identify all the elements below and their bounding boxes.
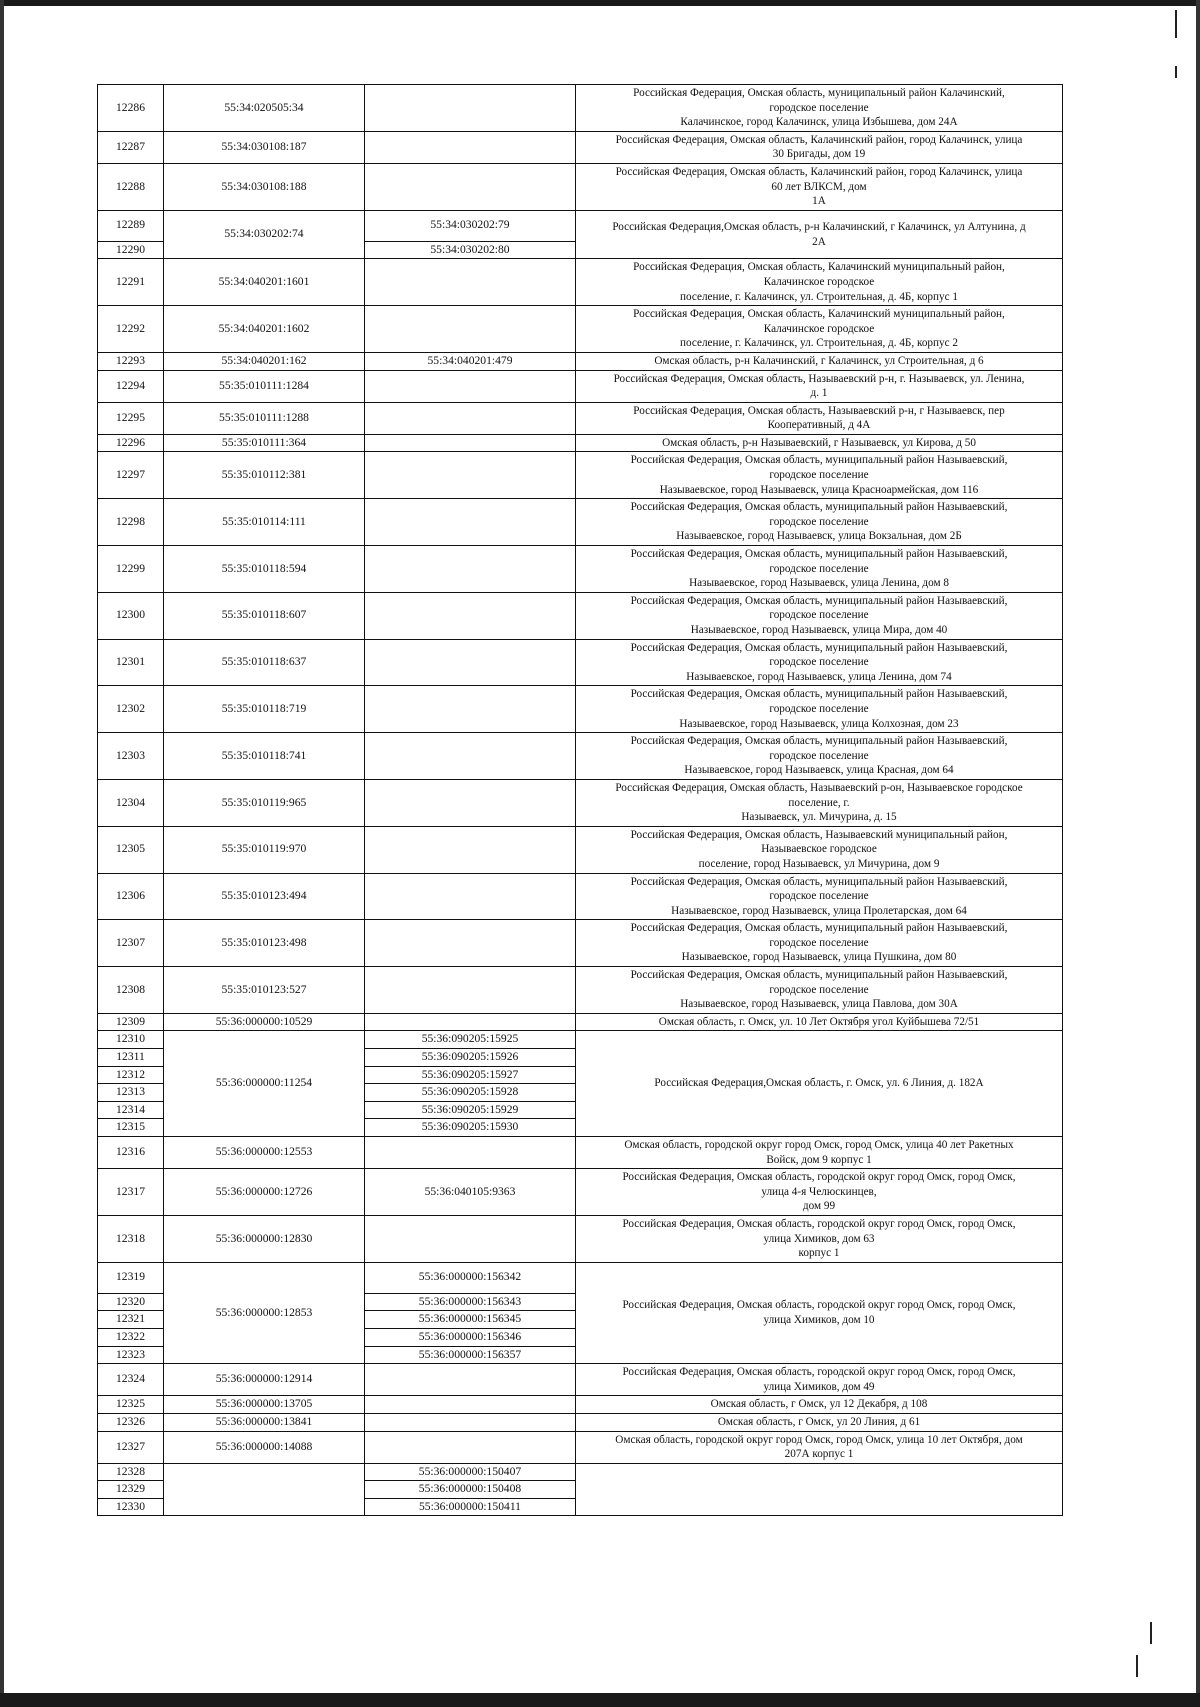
table-row — [98, 546, 1063, 593]
address-line: улица Химиков, дом 63 — [763, 1232, 875, 1245]
scan-edge-left — [0, 0, 4, 1707]
sub-cadastral-number — [365, 259, 576, 306]
table-row — [98, 452, 1063, 499]
address — [576, 352, 1063, 370]
address-line: поселение, г. Калачинск, ул. Строительная, д. 4Б, корпус 2 — [680, 337, 958, 350]
sub-cadastral-number: 55:36:090205:15925 — [365, 1031, 576, 1049]
row-number: 12315 — [98, 1119, 164, 1137]
registry-table — [97, 84, 1063, 1516]
sub-cadastral-number: 55:36:000000:150407 — [365, 1463, 576, 1481]
table-row — [98, 1431, 1063, 1463]
address-line: Кооперативный, д 4А — [767, 419, 871, 432]
sub-cadastral-number: 55:34:030202:79 — [365, 210, 576, 241]
table-row — [98, 1262, 1063, 1293]
table-row — [98, 131, 1063, 163]
address-line: Называевское, город Называевск, улица Ленина, дом 8 — [689, 577, 949, 590]
cadastral-number: 55:35:010112:381 — [164, 452, 365, 499]
cadastral-number: 55:35:010118:607 — [164, 592, 365, 639]
row-number: 12321 — [98, 1311, 164, 1329]
address-line: Называевское, город Называевск, улица Ленина, дом 74 — [686, 670, 952, 683]
table-row — [98, 402, 1063, 434]
address-line: Российская Федерация, Омская область, муниципальный район Называевский, — [630, 688, 1008, 701]
sub-cadastral-number — [365, 1396, 576, 1414]
sub-cadastral-number: 55:36:090205:15926 — [365, 1049, 576, 1067]
scan-mark — [1175, 10, 1177, 38]
address-line: Российская Федерация, Омская область, Называевский муниципальный район, — [630, 828, 1008, 841]
sub-cadastral-number — [365, 131, 576, 163]
table-row — [98, 85, 1063, 132]
cadastral-number: 55:36:000000:12914 — [164, 1364, 365, 1396]
row-number: 12300 — [98, 592, 164, 639]
table-row — [98, 639, 1063, 686]
address-line: улица Химиков, дом 49 — [763, 1380, 875, 1393]
table-row — [98, 370, 1063, 402]
address-line: городское поселение — [769, 936, 869, 949]
cadastral-number: 55:36:000000:11254 — [164, 1031, 365, 1137]
address-line: городское поселение — [769, 101, 869, 114]
sub-cadastral-number: 55:36:090205:15929 — [365, 1101, 576, 1119]
address-line: д. 1 — [810, 387, 828, 400]
row-number: 12313 — [98, 1084, 164, 1102]
sub-cadastral-number: 55:36:000000:150411 — [365, 1498, 576, 1516]
row-number: 12289 — [98, 210, 164, 241]
address — [576, 1031, 1063, 1137]
cadastral-number: 55:34:020505:34 — [164, 85, 365, 132]
row-number: 12296 — [98, 434, 164, 452]
sub-cadastral-number: 55:34:030202:80 — [365, 241, 576, 259]
sub-cadastral-number — [365, 85, 576, 132]
address-line: поселение, г. Калачинск, ул. Строительная, д. 4Б, корпус 1 — [680, 290, 958, 303]
address-line: Российская Федерация, Омская область, Калачинский муниципальный район, — [633, 308, 1005, 321]
sub-cadastral-number: 55:36:000000:156345 — [365, 1311, 576, 1329]
address — [576, 592, 1063, 639]
scan-mark — [1136, 1655, 1138, 1677]
row-number: 12309 — [98, 1013, 164, 1031]
address — [576, 434, 1063, 452]
address-line: Омская область, р-н Калачинский, г Калачинск, ул Строительная, д 6 — [654, 354, 984, 367]
address-line: Называевское, город Называевск, улица Колхозная, дом 23 — [679, 717, 959, 730]
sub-cadastral-number — [365, 546, 576, 593]
cadastral-number: 55:35:010119:965 — [164, 779, 365, 826]
address — [576, 306, 1063, 353]
table-row — [98, 733, 1063, 780]
address-line: 207А корпус 1 — [784, 1448, 854, 1461]
address-line: Называевское, город Называевск, улица Красноармейская, дом 116 — [659, 483, 979, 496]
row-number: 12319 — [98, 1262, 164, 1293]
cadastral-number: 55:36:000000:12830 — [164, 1215, 365, 1262]
row-number: 12307 — [98, 920, 164, 967]
address-line: городское поселение — [769, 469, 869, 482]
sub-cadastral-number — [365, 920, 576, 967]
address-line: Калачинское, город Калачинск, улица Избышева, дом 24А — [680, 116, 958, 129]
cadastral-number: 55:36:000000:14088 — [164, 1431, 365, 1463]
cadastral-number: 55:35:010123:494 — [164, 873, 365, 920]
row-number: 12305 — [98, 826, 164, 873]
sub-cadastral-number — [365, 499, 576, 546]
scan-mark — [1150, 1622, 1152, 1644]
row-number: 12310 — [98, 1031, 164, 1049]
scan-edge-bottom — [0, 1693, 1200, 1707]
address-line: Омская область, р-н Называевский, г Называевск, ул Кирова, д 50 — [662, 436, 976, 449]
address-line: городское поселение — [769, 702, 869, 715]
sub-cadastral-number — [365, 306, 576, 353]
address — [576, 873, 1063, 920]
cadastral-number: 55:36:000000:13705 — [164, 1396, 365, 1414]
address-line: Российская Федерация, Омская область, Называевский р-н, г Называевск, пер — [633, 404, 1005, 417]
address — [576, 163, 1063, 210]
address-line: Российская Федерация, Омская область, муниципальный район Называевский, — [630, 501, 1008, 514]
row-number: 12286 — [98, 85, 164, 132]
address — [576, 826, 1063, 873]
row-number: 12295 — [98, 402, 164, 434]
table-row — [98, 1413, 1063, 1431]
table-row — [98, 920, 1063, 967]
row-number: 12306 — [98, 873, 164, 920]
row-number: 12329 — [98, 1481, 164, 1499]
address-line: Называевское, город Называевск, улица Красная, дом 64 — [684, 764, 954, 777]
address-line: 30 Бригады, дом 19 — [772, 148, 866, 161]
row-number: 12322 — [98, 1328, 164, 1346]
sub-cadastral-number — [365, 873, 576, 920]
address-line: Российская Федерация, Омская область, Называевский р-н, г. Называевск, ул. Ленина, — [613, 372, 1025, 385]
row-number: 12314 — [98, 1101, 164, 1119]
address-line: Войск, дом 9 корпус 1 — [766, 1153, 872, 1166]
address-line: Российская Федерация, Омская область, муниципальный район Называевский, — [630, 641, 1008, 654]
address-line: Называевское, город Называевск, улица Мира, дом 40 — [690, 624, 948, 636]
sub-cadastral-number: 55:36:040105:9363 — [365, 1169, 576, 1216]
address-line: 60 лет ВЛКСМ, дом — [771, 180, 867, 193]
address-line: Называевское городское — [761, 843, 877, 856]
row-number: 12288 — [98, 163, 164, 210]
table-row — [98, 1137, 1063, 1169]
address — [576, 779, 1063, 826]
row-number: 12303 — [98, 733, 164, 780]
row-number: 12292 — [98, 306, 164, 353]
sub-cadastral-number — [365, 967, 576, 1014]
sub-cadastral-number: 55:36:090205:15928 — [365, 1084, 576, 1102]
address-line: Называевское, город Называевск, улица Вокзальная, дом 2Б — [676, 530, 962, 543]
address — [576, 259, 1063, 306]
address — [576, 1215, 1063, 1262]
address-line: улица Химиков, дом 10 — [763, 1313, 875, 1326]
address-line: Российская Федерация, Омская область, муниципальный район Называевский, — [630, 454, 1008, 467]
cadastral-number: 55:34:040201:1601 — [164, 259, 365, 306]
sub-cadastral-number — [365, 686, 576, 733]
table-row — [98, 779, 1063, 826]
cadastral-number: 55:35:010114:111 — [164, 499, 365, 546]
cadastral-number: 55:35:010118:637 — [164, 639, 365, 686]
sub-cadastral-number — [365, 779, 576, 826]
sub-cadastral-number — [365, 1215, 576, 1262]
address-line: городское поселение — [769, 562, 869, 575]
sub-cadastral-number — [365, 452, 576, 499]
sub-cadastral-number: 55:34:040201:479 — [365, 352, 576, 370]
address-line: поселение, город Называевск, ул Мичурина, дом 9 — [698, 857, 940, 870]
cadastral-number: 55:35:010118:594 — [164, 546, 365, 593]
address-line: Омская область, г Омск, ул 12 Декабря, д 108 — [710, 1398, 928, 1411]
sub-cadastral-number — [365, 1431, 576, 1463]
row-number: 12328 — [98, 1463, 164, 1481]
table-row — [98, 1169, 1063, 1216]
table-row — [98, 352, 1063, 370]
address-line: Российская Федерация,Омская область, г. Омск, ул. 6 Линия, д. 182А — [654, 1077, 984, 1090]
address-line: Российская Федерация, Омская область, городской округ город Омск, город Омск, — [622, 1299, 1016, 1312]
table-row — [98, 434, 1063, 452]
sub-cadastral-number — [365, 1364, 576, 1396]
address — [576, 1431, 1063, 1463]
address-line: Российская Федерация, Омская область, Калачинский муниципальный район, — [633, 261, 1005, 274]
address — [576, 1364, 1063, 1396]
address-line: Российская Федерация, Омская область, муниципальный район Называевский, — [630, 594, 1008, 607]
table-row — [98, 163, 1063, 210]
cadastral-number — [164, 1463, 365, 1516]
address-line: Российская Федерация, Омская область, муниципальный район Называевский, — [630, 548, 1008, 561]
address-line: городское поселение — [769, 609, 869, 622]
cadastral-number: 55:35:010119:970 — [164, 826, 365, 873]
row-number: 12317 — [98, 1169, 164, 1216]
address — [576, 546, 1063, 593]
cadastral-number: 55:35:010118:741 — [164, 733, 365, 780]
address — [576, 1262, 1063, 1363]
address — [576, 1013, 1063, 1031]
cadastral-number: 55:34:030108:187 — [164, 131, 365, 163]
table-row — [98, 259, 1063, 306]
sub-cadastral-number — [365, 733, 576, 780]
address-line: Российская Федерация, Омская область, Называевский р-он, Называевское городское — [615, 781, 1023, 794]
table-row — [98, 592, 1063, 639]
address-line: Называевское, город Называевск, улица Павлова, дом 30А — [680, 998, 958, 1011]
row-number: 12298 — [98, 499, 164, 546]
sub-cadastral-number: 55:36:000000:156343 — [365, 1293, 576, 1311]
address — [576, 920, 1063, 967]
address-line: Омская область, г. Омск, ул. 10 Лет Октября угол Куйбышева 72/51 — [658, 1015, 980, 1028]
address-line: поселение, г. — [788, 796, 850, 809]
address — [576, 1463, 1063, 1516]
address-line: Российская Федерация, Омская область, муниципальный район Называевский, — [630, 735, 1008, 748]
cadastral-number: 55:35:010111:1288 — [164, 402, 365, 434]
address-line: Российская Федерация, Омская область, муниципальный район Называевский, — [630, 922, 1008, 935]
row-number: 12301 — [98, 639, 164, 686]
sub-cadastral-number: 55:36:090205:15930 — [365, 1119, 576, 1137]
sub-cadastral-number — [365, 402, 576, 434]
cadastral-number: 55:34:030202:74 — [164, 210, 365, 259]
address-line: Омская область, городской округ город Омск, город Омск, улица 40 лет Ракетных — [624, 1139, 1014, 1151]
address — [576, 1137, 1063, 1169]
scan-mark — [1175, 66, 1177, 78]
table-row — [98, 499, 1063, 546]
address-line: дом 99 — [802, 1200, 836, 1213]
address-line: Омская область, г Омск, ул 20 Линия, д 61 — [717, 1415, 921, 1428]
sub-cadastral-number: 55:36:090205:15927 — [365, 1066, 576, 1084]
address — [576, 639, 1063, 686]
address — [576, 686, 1063, 733]
address-line: Российская Федерация, Омская область, городской округ город Омск, город Омск, — [622, 1366, 1016, 1379]
row-number: 12304 — [98, 779, 164, 826]
address — [576, 452, 1063, 499]
sub-cadastral-number — [365, 1413, 576, 1431]
sub-cadastral-number — [365, 434, 576, 452]
row-number: 12293 — [98, 352, 164, 370]
row-number: 12311 — [98, 1049, 164, 1067]
sub-cadastral-number: 55:36:000000:150408 — [365, 1481, 576, 1499]
cadastral-number: 55:36:000000:12853 — [164, 1262, 365, 1363]
registry-body — [98, 85, 1063, 1516]
row-number: 12326 — [98, 1413, 164, 1431]
address — [576, 733, 1063, 780]
row-number: 12287 — [98, 131, 164, 163]
cadastral-number: 55:35:010123:527 — [164, 967, 365, 1014]
address-line: улица 4-я Челюскинцев, — [761, 1185, 877, 1198]
sub-cadastral-number — [365, 370, 576, 402]
table-row — [98, 967, 1063, 1014]
sub-cadastral-number — [365, 163, 576, 210]
table-row — [98, 1013, 1063, 1031]
address-line: Российская Федерация, Омская область, Калачинский район, город Калачинск, улица — [615, 133, 1023, 146]
address-line: Калачинское городское — [763, 275, 875, 288]
address-line: 1А — [812, 195, 826, 208]
row-number: 12294 — [98, 370, 164, 402]
table-row — [98, 1031, 1063, 1049]
cadastral-number: 55:36:000000:12553 — [164, 1137, 365, 1169]
address — [576, 402, 1063, 434]
address — [576, 1396, 1063, 1414]
cadastral-number: 55:35:010111:1284 — [164, 370, 365, 402]
cadastral-number: 55:36:000000:10529 — [164, 1013, 365, 1031]
address-line: 2А — [812, 235, 826, 248]
row-number: 12320 — [98, 1293, 164, 1311]
row-number: 12312 — [98, 1066, 164, 1084]
sub-cadastral-number — [365, 1137, 576, 1169]
cadastral-number: 55:35:010123:498 — [164, 920, 365, 967]
address — [576, 210, 1063, 259]
table-row — [98, 210, 1063, 241]
address-line: Российская Федерация, Омская область, городской округ город Омск, город Омск, — [622, 1171, 1016, 1184]
address — [576, 131, 1063, 163]
sub-cadastral-number: 55:36:000000:156357 — [365, 1346, 576, 1364]
row-number: 12297 — [98, 452, 164, 499]
address-line: городское поселение — [769, 515, 869, 528]
table-row — [98, 686, 1063, 733]
table-row — [98, 873, 1063, 920]
row-number: 12324 — [98, 1364, 164, 1396]
address-line: Называевское, город Называевск, улица Пролетарская, дом 64 — [671, 904, 967, 917]
sub-cadastral-number: 55:36:000000:156346 — [365, 1328, 576, 1346]
address-line: Калачинское городское — [763, 322, 875, 335]
scan-edge-top — [0, 0, 1200, 6]
cadastral-number: 55:36:000000:12726 — [164, 1169, 365, 1216]
sub-cadastral-number: 55:36:000000:156342 — [365, 1262, 576, 1293]
row-number: 12290 — [98, 241, 164, 259]
row-number: 12327 — [98, 1431, 164, 1463]
table-row — [98, 1215, 1063, 1262]
address-line: Омская область, городской округ город Омск, город Омск, улица 10 лет Октября, дом — [615, 1433, 1023, 1446]
row-number: 12308 — [98, 967, 164, 1014]
address — [576, 85, 1063, 132]
address — [576, 1413, 1063, 1431]
address-line: Российская Федерация, Омская область, муниципальный район Называевский, — [630, 969, 1008, 982]
cadastral-number: 55:35:010118:719 — [164, 686, 365, 733]
address-line: Российская Федерация, Омская область, муниципальный район Называевский, — [630, 875, 1008, 888]
table-row — [98, 1463, 1063, 1481]
row-number: 12316 — [98, 1137, 164, 1169]
row-number: 12291 — [98, 259, 164, 306]
sub-cadastral-number — [365, 639, 576, 686]
address-line: Российская Федерация,Омская область, р-н Калачинский, г Калачинск, ул Алтунина, д — [612, 220, 1026, 233]
row-number: 12299 — [98, 546, 164, 593]
scan-edge-right — [1196, 0, 1200, 1707]
address-line: Называевское, город Называевск, улица Пушкина, дом 80 — [681, 951, 957, 964]
address-line: Российская Федерация, Омская область, городской округ город Омск, город Омск, — [622, 1217, 1016, 1230]
cadastral-number: 55:35:010111:364 — [164, 434, 365, 452]
table-row — [98, 1364, 1063, 1396]
address-line: Российская Федерация, Омская область, муниципальный район Калачинский, — [633, 87, 1005, 99]
address-line: Называевск, ул. Мичурина, д. 15 — [741, 811, 897, 824]
sub-cadastral-number — [365, 826, 576, 873]
cadastral-number: 55:34:030108:188 — [164, 163, 365, 210]
address — [576, 967, 1063, 1014]
table-row — [98, 1396, 1063, 1414]
address-line: городское поселение — [769, 749, 869, 762]
address-line: корпус 1 — [798, 1247, 840, 1260]
table-row — [98, 826, 1063, 873]
row-number: 12302 — [98, 686, 164, 733]
table-row — [98, 306, 1063, 353]
address — [576, 499, 1063, 546]
address-line: городское поселение — [769, 890, 869, 903]
address — [576, 1169, 1063, 1216]
row-number: 12323 — [98, 1346, 164, 1364]
sub-cadastral-number — [365, 592, 576, 639]
address-line: Российская Федерация, Омская область, Калачинский район, город Калачинск, улица — [615, 165, 1023, 178]
address-line: городское поселение — [769, 983, 869, 996]
address-line: городское поселение — [769, 656, 869, 669]
address — [576, 370, 1063, 402]
cadastral-number: 55:34:040201:162 — [164, 352, 365, 370]
row-number: 12325 — [98, 1396, 164, 1414]
cadastral-number: 55:34:040201:1602 — [164, 306, 365, 353]
row-number: 12330 — [98, 1498, 164, 1516]
cadastral-number: 55:36:000000:13841 — [164, 1413, 365, 1431]
sub-cadastral-number — [365, 1013, 576, 1031]
row-number: 12318 — [98, 1215, 164, 1262]
